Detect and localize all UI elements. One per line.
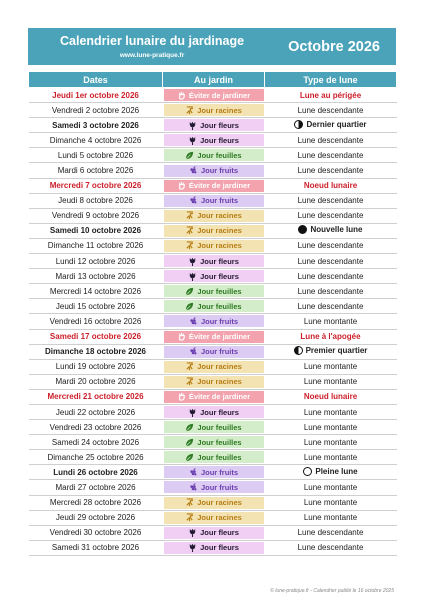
moon-phase-first-icon (294, 346, 303, 355)
moon-type-cell (265, 223, 397, 238)
month-title: Octobre 2026 (288, 38, 380, 55)
garden-activity-badge (164, 497, 264, 509)
garden-activity-label: Jour fruits (200, 166, 239, 176)
leaf-icon (185, 151, 194, 160)
moon-type (304, 453, 357, 462)
garden-activity-badge (164, 451, 264, 463)
garden-cell (163, 148, 265, 163)
garden-activity-badge (164, 195, 264, 207)
garden-activity-label: Éviter de jardiner (188, 90, 251, 100)
moon-type (298, 287, 364, 296)
moon-phase-new-icon (298, 225, 307, 234)
moon-type-label: Lune montante (303, 513, 358, 523)
table-row (29, 389, 397, 404)
garden-activity-label: Jour fleurs (200, 135, 239, 145)
table-row (29, 238, 397, 253)
garden-activity-badge (164, 315, 264, 327)
moon-type-cell (265, 193, 397, 208)
moon-type-label: Noeud lunaire (303, 392, 358, 402)
date-cell: Samedi 24 octobre 2026 (29, 435, 163, 450)
moon-type (298, 241, 364, 250)
moon-type-cell (265, 133, 397, 148)
hand-stop-icon (177, 332, 186, 341)
garden-cell (163, 359, 265, 374)
garden-activity-label: Jour racines (197, 377, 242, 387)
garden-cell (163, 178, 265, 193)
garden-activity-label: Jour racines (197, 211, 242, 221)
moon-type-label: Lune descendante (297, 196, 364, 206)
date-cell: Dimanche 11 octobre 2026 (29, 238, 163, 253)
table-row (29, 254, 397, 269)
garden-activity-label: Jour feuilles (197, 301, 242, 311)
garden-activity-badge (164, 149, 264, 161)
moon-type-cell (265, 88, 397, 103)
garden-activity-label: Jour racines (197, 241, 242, 251)
moon-type-label: Lune montante (303, 452, 358, 462)
garden-activity-badge (164, 406, 264, 418)
root-icon (185, 362, 194, 371)
garden-activity-label: Jour feuilles (197, 422, 242, 432)
garden-activity-label: Jour fleurs (200, 256, 239, 266)
table-row (29, 193, 397, 208)
table-row (29, 163, 397, 178)
flower-icon (188, 272, 197, 281)
garden-activity-label: Jour racines (197, 362, 242, 372)
date-cell: Mardi 27 octobre 2026 (29, 480, 163, 495)
moon-type-cell (265, 284, 397, 299)
date-cell: Lundi 12 octobre 2026 (29, 254, 163, 269)
table-row (29, 133, 397, 148)
garden-activity-badge (164, 481, 264, 493)
garden-activity-badge (164, 165, 264, 177)
garden-activity-badge (164, 391, 264, 403)
moon-type-label: Lune descendante (297, 543, 364, 553)
flower-icon (188, 528, 197, 537)
date-cell: Samedi 10 octobre 2026 (29, 223, 163, 238)
moon-type-cell (265, 404, 397, 419)
root-icon (185, 226, 194, 235)
garden-activity-badge (164, 466, 264, 478)
garden-cell (163, 88, 265, 103)
date-cell: Dimanche 4 octobre 2026 (29, 133, 163, 148)
table-row (29, 404, 397, 419)
date-cell: Jeudi 29 octobre 2026 (29, 510, 163, 525)
moon-type-cell (265, 450, 397, 465)
date-cell: Samedi 17 octobre 2026 (29, 329, 163, 344)
garden-activity-badge (164, 119, 264, 131)
garden-activity-badge (164, 331, 264, 343)
garden-activity-label: Jour racines (197, 105, 242, 115)
garden-cell (163, 103, 265, 118)
moon-type-cell (265, 510, 397, 525)
table-header-row (29, 72, 397, 88)
garden-cell (163, 133, 265, 148)
table-row (29, 480, 397, 495)
table-row (29, 88, 397, 103)
moon-type-label: Premier quartier (305, 346, 368, 356)
table-body (29, 88, 397, 556)
garden-cell (163, 540, 265, 555)
leaf-icon (185, 438, 194, 447)
flower-icon (188, 136, 197, 145)
garden-cell (163, 299, 265, 314)
moon-type (300, 91, 361, 100)
garden-activity-label: Éviter de jardiner (188, 392, 251, 402)
garden-cell (163, 284, 265, 299)
garden-activity-badge (164, 255, 264, 267)
garden-cell (163, 223, 265, 238)
table-row (29, 525, 397, 540)
page-title: Calendrier lunaire du jardinage (60, 33, 245, 48)
date-cell: Dimanche 18 octobre 2026 (29, 344, 163, 359)
table-row (29, 284, 397, 299)
root-icon (185, 106, 194, 115)
date-cell: Dimanche 25 octobre 2026 (29, 450, 163, 465)
date-cell: Lundi 26 octobre 2026 (29, 465, 163, 480)
column-header-jardin: Au jardin (163, 72, 265, 88)
moon-type (298, 211, 364, 220)
table-row (29, 359, 397, 374)
garden-activity-badge (164, 527, 264, 539)
moon-type-cell (265, 329, 397, 344)
moon-type-cell (265, 118, 397, 133)
moon-type-label: Lune au périgée (299, 90, 362, 100)
moon-type (304, 438, 357, 447)
moon-type-label: Noeud lunaire (303, 181, 358, 191)
garden-cell (163, 450, 265, 465)
garden-activity-badge (164, 285, 264, 297)
garden-activity-badge (164, 512, 264, 524)
moon-type (304, 423, 357, 432)
garden-activity-label: Jour fruits (200, 347, 239, 357)
moon-type-cell (265, 495, 397, 510)
moon-type-label: Lune montante (303, 422, 358, 432)
garden-activity-badge (164, 180, 264, 192)
calendar-header (28, 28, 396, 65)
moon-type-label: Lune montante (303, 482, 358, 492)
garden-activity-badge (164, 104, 264, 116)
garden-cell (163, 374, 265, 389)
moon-type-cell (265, 480, 397, 495)
grapes-icon (189, 196, 198, 205)
flower-icon (188, 408, 197, 417)
root-icon (185, 377, 194, 386)
moon-type-label: Dernier quartier (306, 119, 367, 129)
moon-type-label: Lune descendante (297, 150, 364, 160)
garden-activity-label: Jour fruits (200, 316, 239, 326)
moon-type (298, 543, 364, 552)
garden-activity-badge (164, 421, 264, 433)
moon-phase-last-icon (294, 120, 303, 129)
flower-icon (188, 121, 197, 130)
moon-type-cell (265, 178, 397, 193)
garden-cell (163, 404, 265, 419)
garden-activity-badge (164, 134, 264, 146)
table-row (29, 269, 397, 284)
moon-type (298, 302, 364, 311)
garden-activity-badge (164, 361, 264, 373)
moon-type (304, 317, 357, 326)
garden-activity-badge (164, 210, 264, 222)
garden-cell (163, 344, 265, 359)
garden-cell (163, 238, 265, 253)
garden-activity-label: Jour fruits (200, 196, 239, 206)
table-row (29, 223, 397, 238)
moon-type-label: Lune montante (303, 316, 358, 326)
garden-cell (163, 208, 265, 223)
moon-type-label: Lune descendante (297, 241, 364, 251)
date-cell: Jeudi 1er octobre 2026 (29, 88, 163, 103)
moon-type-cell (265, 238, 397, 253)
root-icon (185, 241, 194, 250)
moon-type-label: Lune montante (303, 407, 358, 417)
moon-type (294, 120, 366, 129)
garden-activity-label: Éviter de jardiner (188, 332, 251, 342)
table-row (29, 118, 397, 133)
date-cell: Samedi 31 octobre 2026 (29, 540, 163, 555)
moon-type (298, 136, 364, 145)
table-row (29, 465, 397, 480)
moon-type-label: Lune descendante (297, 271, 364, 281)
moon-type-cell (265, 420, 397, 435)
moon-type-cell (265, 374, 397, 389)
table-row (29, 148, 397, 163)
table-row (29, 208, 397, 223)
moon-type-label: Lune montante (303, 362, 358, 372)
moon-type-label: Lune descendante (297, 286, 364, 296)
garden-activity-label: Jour fleurs (200, 528, 239, 538)
moon-type (298, 106, 364, 115)
hand-stop-icon (177, 91, 186, 100)
table-row (29, 329, 397, 344)
date-cell: Mardi 20 octobre 2026 (29, 374, 163, 389)
date-cell: Mercredi 21 octobre 2026 (29, 389, 163, 404)
grapes-icon (189, 317, 198, 326)
moon-type-cell (265, 540, 397, 555)
moon-type (304, 181, 357, 190)
garden-cell (163, 329, 265, 344)
leaf-icon (185, 453, 194, 462)
garden-cell (163, 314, 265, 329)
table-row (29, 299, 397, 314)
grapes-icon (189, 347, 198, 356)
moon-type (304, 392, 357, 401)
garden-activity-badge (164, 270, 264, 282)
moon-type-label: Lune descendante (297, 528, 364, 538)
date-cell: Mardi 6 octobre 2026 (29, 163, 163, 178)
table-row (29, 178, 397, 193)
moon-type-label: Nouvelle lune (310, 225, 363, 235)
moon-type-label: Lune montante (303, 498, 358, 508)
root-icon (185, 498, 194, 507)
moon-type-label: Lune à l'apogée (300, 332, 361, 342)
moon-type-cell (265, 389, 397, 404)
moon-type-label: Lune descendante (297, 256, 364, 266)
date-cell: Mercredi 14 octobre 2026 (29, 284, 163, 299)
garden-cell (163, 389, 265, 404)
leaf-icon (185, 302, 194, 311)
moon-type (298, 528, 364, 537)
moon-type-cell (265, 525, 397, 540)
garden-activity-label: Jour racines (197, 226, 242, 236)
garden-cell (163, 254, 265, 269)
date-cell: Vendredi 23 octobre 2026 (29, 420, 163, 435)
garden-cell (163, 269, 265, 284)
moon-type (298, 166, 364, 175)
garden-activity-label: Jour fleurs (200, 407, 239, 417)
table-row (29, 435, 397, 450)
date-cell: Vendredi 2 octobre 2026 (29, 103, 163, 118)
moon-type-cell (265, 269, 397, 284)
moon-type-label: Lune descendante (297, 135, 364, 145)
moon-type-cell (265, 435, 397, 450)
garden-activity-badge (164, 240, 264, 252)
table-row (29, 450, 397, 465)
garden-activity-label: Jour racines (197, 513, 242, 523)
date-cell: Jeudi 8 octobre 2026 (29, 193, 163, 208)
garden-activity-label: Jour racines (197, 498, 242, 508)
flower-icon (188, 257, 197, 266)
garden-cell (163, 465, 265, 480)
moon-type-cell (265, 208, 397, 223)
garden-activity-badge (164, 300, 264, 312)
garden-activity-label: Jour fruits (200, 482, 239, 492)
moon-type-label: Lune descendante (297, 166, 364, 176)
garden-cell (163, 525, 265, 540)
table-row (29, 344, 397, 359)
moon-type (298, 225, 362, 234)
moon-type-cell (265, 103, 397, 118)
column-header-dates: Dates (29, 72, 163, 88)
moon-type (298, 272, 364, 281)
header-title-block (28, 34, 244, 60)
column-header-type-lune: Type de lune (265, 72, 397, 88)
table-row (29, 314, 397, 329)
garden-activity-badge (164, 542, 264, 554)
date-cell: Lundi 5 octobre 2026 (29, 148, 163, 163)
date-cell: Lundi 19 octobre 2026 (29, 359, 163, 374)
root-icon (185, 513, 194, 522)
moon-type-label: Lune descendante (297, 211, 364, 221)
grapes-icon (189, 166, 198, 175)
garden-activity-label: Jour fleurs (200, 543, 239, 553)
table-row (29, 374, 397, 389)
garden-cell (163, 480, 265, 495)
root-icon (185, 211, 194, 220)
hand-stop-icon (177, 181, 186, 190)
garden-activity-label: Jour feuilles (197, 150, 242, 160)
date-cell: Jeudi 22 octobre 2026 (29, 404, 163, 419)
garden-activity-badge (164, 225, 264, 237)
table-row (29, 495, 397, 510)
moon-type-cell (265, 344, 397, 359)
table-row (29, 510, 397, 525)
garden-activity-badge (164, 436, 264, 448)
moon-type (298, 151, 364, 160)
moon-type-cell (265, 163, 397, 178)
table-row (29, 540, 397, 555)
flower-icon (188, 543, 197, 552)
garden-activity-label: Jour fleurs (200, 271, 239, 281)
grapes-icon (189, 468, 198, 477)
date-cell: Jeudi 15 octobre 2026 (29, 299, 163, 314)
garden-cell (163, 435, 265, 450)
garden-activity-label: Éviter de jardiner (188, 181, 251, 191)
garden-activity-label: Jour fruits (200, 467, 239, 477)
moon-type (298, 196, 364, 205)
garden-activity-label: Jour feuilles (197, 437, 242, 447)
moon-type-label: Pleine lune (315, 466, 358, 476)
garden-cell (163, 495, 265, 510)
garden-cell (163, 510, 265, 525)
footer-credit: © lune-pratique.fr - Calendrier publié le 16 octobre 2025 (270, 588, 394, 594)
garden-activity-label: Jour feuilles (197, 286, 242, 296)
date-cell: Vendredi 30 octobre 2026 (29, 525, 163, 540)
garden-activity-label: Jour feuilles (197, 452, 242, 462)
moon-type (294, 346, 368, 355)
table-row (29, 103, 397, 118)
moon-type-label: Lune montante (303, 437, 358, 447)
moon-phase-full-icon (303, 467, 312, 476)
moon-type (304, 483, 357, 492)
date-cell: Vendredi 9 octobre 2026 (29, 208, 163, 223)
moon-type-cell (265, 299, 397, 314)
date-cell: Mardi 13 octobre 2026 (29, 269, 163, 284)
leaf-icon (185, 423, 194, 432)
date-cell: Mercredi 28 octobre 2026 (29, 495, 163, 510)
garden-cell (163, 420, 265, 435)
moon-type (304, 408, 357, 417)
date-cell: Samedi 3 octobre 2026 (29, 118, 163, 133)
garden-activity-badge (164, 346, 264, 358)
garden-cell (163, 163, 265, 178)
moon-type (304, 377, 357, 386)
moon-type-cell (265, 148, 397, 163)
moon-type-cell (265, 465, 397, 480)
moon-type-label: Lune descendante (297, 301, 364, 311)
moon-type-cell (265, 254, 397, 269)
moon-type (304, 498, 357, 507)
hand-stop-icon (177, 392, 186, 401)
moon-type (298, 257, 364, 266)
moon-type (303, 467, 357, 476)
moon-type-cell (265, 359, 397, 374)
leaf-icon (185, 287, 194, 296)
date-cell: Vendredi 16 octobre 2026 (29, 314, 163, 329)
garden-activity-badge (164, 89, 264, 101)
garden-cell (163, 118, 265, 133)
moon-type (300, 332, 360, 341)
garden-activity-label: Jour fleurs (200, 120, 239, 130)
moon-type (304, 513, 357, 522)
grapes-icon (189, 483, 198, 492)
lunar-calendar-table (28, 71, 397, 556)
table-row (29, 420, 397, 435)
garden-activity-badge (164, 376, 264, 388)
site-url: www.lune-pratique.fr (119, 51, 185, 59)
moon-type-label: Lune descendante (297, 105, 364, 115)
garden-cell (163, 193, 265, 208)
moon-type-cell (265, 314, 397, 329)
moon-type-label: Lune montante (303, 377, 358, 387)
date-cell: Mercredi 7 octobre 2026 (29, 178, 163, 193)
moon-type (304, 362, 357, 371)
